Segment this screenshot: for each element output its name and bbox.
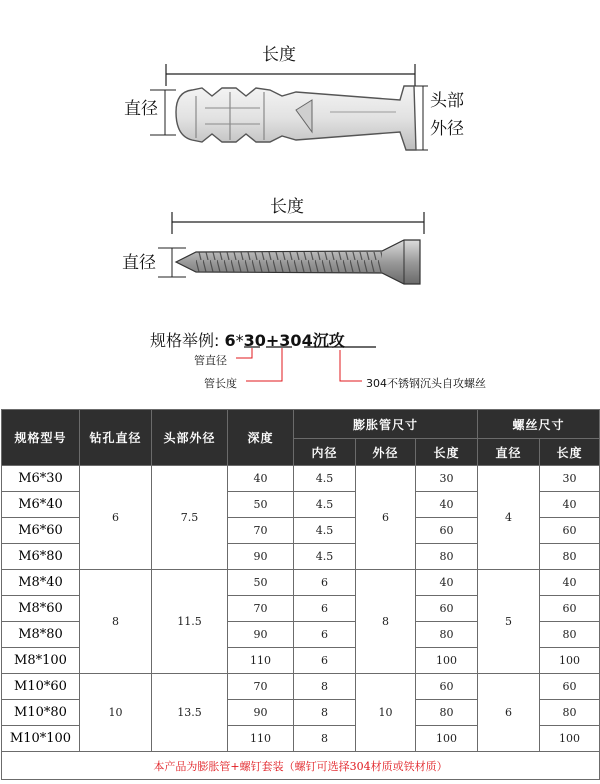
wall-anchor-illustration [176, 86, 416, 150]
cell-screw-length: 40 [540, 570, 600, 596]
cell-depth: 40 [228, 466, 294, 492]
cell-inner: 6 [294, 596, 356, 622]
cell-outer: 8 [356, 570, 416, 674]
header-screw-diameter: 直径 [478, 439, 540, 466]
header-anchor-outer: 外径 [356, 439, 416, 466]
spec-example-prefix: 规格举例: [150, 331, 225, 350]
spec-example-sep1: * [235, 331, 244, 350]
cell-screw-length: 100 [540, 726, 600, 752]
cell-depth: 50 [228, 570, 294, 596]
cell-screw-diameter: 6 [478, 674, 540, 752]
cell-outer: 6 [356, 466, 416, 570]
header-screw-length: 长度 [540, 439, 600, 466]
spec-example [150, 328, 345, 351]
table-note-row [2, 752, 600, 780]
table-row [2, 674, 600, 700]
header-anchor-inner: 内径 [294, 439, 356, 466]
cell-screw-diameter: 4 [478, 466, 540, 570]
cell-inner: 4.5 [294, 544, 356, 570]
cell-inner: 6 [294, 648, 356, 674]
header-anchor-group: 膨胀管尺寸 [294, 410, 478, 439]
cell-anchor-length: 30 [416, 466, 478, 492]
header-depth: 深度 [228, 410, 294, 466]
cell-drill: 10 [80, 674, 152, 752]
cell-model: M6*30 [2, 466, 80, 492]
cell-screw-length: 60 [540, 518, 600, 544]
cell-screw-length: 80 [540, 622, 600, 648]
anchor-head-label-line2: 外径 [430, 119, 464, 139]
cell-depth: 70 [228, 596, 294, 622]
cell-depth: 70 [228, 674, 294, 700]
cell-head: 13.5 [152, 674, 228, 752]
annotation-length: 管长度 [204, 377, 237, 390]
cell-head: 11.5 [152, 570, 228, 674]
cell-anchor-length: 80 [416, 622, 478, 648]
anchor-head-label-line1: 头部 [430, 91, 464, 111]
cell-model: M10*60 [2, 674, 80, 700]
table-row [2, 466, 600, 492]
screw-diameter-label: 直径 [122, 253, 156, 273]
annotation-screw: 304不锈钢沉头自攻螺丝 [366, 377, 486, 390]
cell-model: M10*80 [2, 700, 80, 726]
cell-model: M8*40 [2, 570, 80, 596]
cell-inner: 4.5 [294, 518, 356, 544]
cell-anchor-length: 100 [416, 726, 478, 752]
spec-table [1, 409, 600, 780]
cell-depth: 70 [228, 518, 294, 544]
cell-screw-length: 80 [540, 700, 600, 726]
cell-anchor-length: 60 [416, 596, 478, 622]
cell-depth: 90 [228, 622, 294, 648]
spec-example-sep2: + [265, 331, 280, 350]
cell-model: M8*60 [2, 596, 80, 622]
table-note: 本产品为膨胀管+螺钉套装（螺钉可选择304材质或铁材质） [2, 752, 600, 780]
cell-screw-diameter: 5 [478, 570, 540, 674]
cell-drill: 8 [80, 570, 152, 674]
cell-anchor-length: 80 [416, 700, 478, 726]
cell-model: M6*80 [2, 544, 80, 570]
cell-model: M6*40 [2, 492, 80, 518]
anchor-length-label: 长度 [262, 45, 296, 65]
anchor-diameter-label: 直径 [124, 99, 158, 119]
cell-model: M10*100 [2, 726, 80, 752]
cell-inner: 6 [294, 622, 356, 648]
cell-screw-length: 30 [540, 466, 600, 492]
cell-outer: 10 [356, 674, 416, 752]
cell-screw-length: 60 [540, 596, 600, 622]
cell-inner: 4.5 [294, 466, 356, 492]
cell-anchor-length: 100 [416, 648, 478, 674]
cell-anchor-length: 60 [416, 518, 478, 544]
cell-model: M8*80 [2, 622, 80, 648]
anchor-length-dimension [166, 64, 415, 86]
example-leader-lines [236, 348, 362, 381]
annotation-diameter: 管直径 [194, 354, 227, 367]
cell-anchor-length: 40 [416, 570, 478, 596]
cell-depth: 110 [228, 648, 294, 674]
cell-screw-length: 100 [540, 648, 600, 674]
cell-depth: 110 [228, 726, 294, 752]
cell-drill: 6 [80, 466, 152, 570]
cell-inner: 8 [294, 674, 356, 700]
cell-screw-length: 80 [540, 544, 600, 570]
cell-depth: 90 [228, 544, 294, 570]
cell-model: M8*100 [2, 648, 80, 674]
cell-anchor-length: 80 [416, 544, 478, 570]
header-model: 规格型号 [2, 410, 80, 466]
cell-anchor-length: 60 [416, 674, 478, 700]
header-screw-group: 螺丝尺寸 [478, 410, 600, 439]
cell-model: M6*60 [2, 518, 80, 544]
cell-inner: 8 [294, 700, 356, 726]
cell-inner: 8 [294, 726, 356, 752]
header-drill: 钻孔直径 [80, 410, 152, 466]
spec-example-diameter: 6 [224, 331, 236, 350]
cell-screw-length: 60 [540, 674, 600, 700]
cell-depth: 90 [228, 700, 294, 726]
spec-example-length: 30 [243, 331, 266, 350]
cell-inner: 6 [294, 570, 356, 596]
cell-head: 7.5 [152, 466, 228, 570]
screw-illustration [176, 240, 420, 284]
cell-anchor-length: 40 [416, 492, 478, 518]
screw-length-label: 长度 [270, 197, 304, 217]
cell-depth: 50 [228, 492, 294, 518]
header-anchor-length: 长度 [416, 439, 478, 466]
cell-screw-length: 40 [540, 492, 600, 518]
cell-inner: 4.5 [294, 492, 356, 518]
table-row [2, 570, 600, 596]
spec-example-screw: 304沉攻 [279, 331, 345, 350]
header-head: 头部外径 [152, 410, 228, 466]
